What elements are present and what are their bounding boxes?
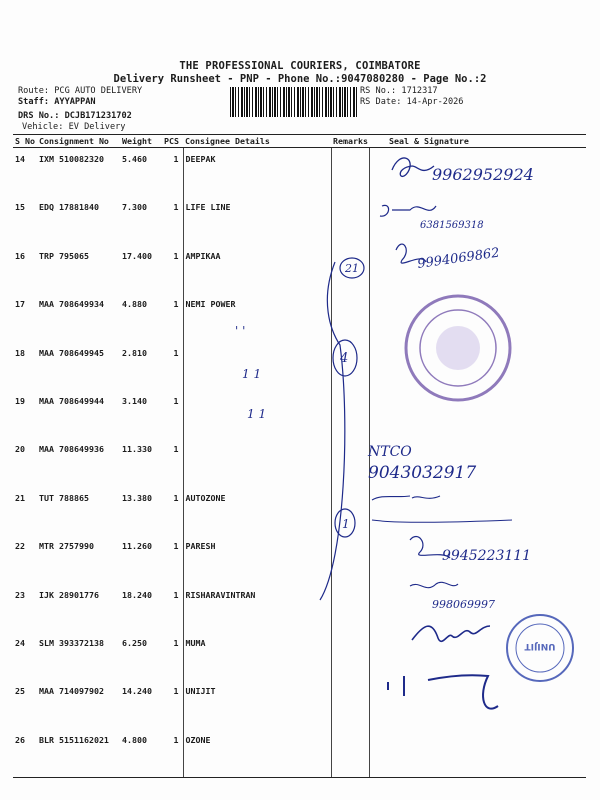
pcs-cell: 1 [173, 686, 179, 697]
remarks-cell [331, 196, 369, 244]
pcs-cell: 1 [173, 299, 179, 310]
consignment-cell: MAA 708649945 [39, 347, 104, 358]
consignment-cell: MAA 708649934 [39, 299, 104, 310]
signature-cell [369, 148, 586, 197]
sno-cell: 20 [15, 444, 25, 455]
weight-cell: 4.800 [120, 729, 162, 778]
remarks-cell [331, 148, 369, 197]
consignee-cell [183, 390, 331, 438]
weight-cell: 17.400 [122, 250, 152, 261]
sno-cell: 17 [15, 299, 25, 310]
remark-4: 4 [340, 351, 349, 366]
pcs-cell: 1 [173, 589, 179, 600]
ditto-mark: 1 1 [242, 367, 262, 381]
weight-cell: 11.260 [122, 541, 152, 552]
pcs-cell: 1 [173, 444, 179, 455]
weight-cell: 4.880 [122, 299, 147, 310]
consignee-cell: NEMI POWER [183, 293, 331, 341]
weight-cell: 11.330 [122, 444, 152, 455]
weight-cell: 6.250 [122, 637, 147, 648]
signature-phone-24: 998069997 [432, 598, 495, 611]
remarks-cell [331, 680, 369, 728]
remarks-cell [331, 438, 369, 486]
remarks-cell [331, 535, 369, 583]
weight-cell: 5.460 [122, 154, 147, 164]
rs-date: RS Date: 14-Apr-2026 [360, 97, 464, 107]
ditto-mark: 1 1 [247, 407, 267, 421]
consignment-cell: EDQ 17881840 [39, 202, 99, 213]
col-signature: Seal & Signature [369, 135, 586, 148]
remark-21: 21 [345, 262, 359, 275]
consignee-cell: MUMA [183, 632, 331, 680]
table-row [13, 632, 586, 680]
signature-phone-23: 9945223111 [442, 548, 532, 564]
table-row [13, 535, 586, 583]
table-row [13, 245, 586, 293]
consignee-cell: AUTOZONE [183, 487, 331, 535]
consignment-cell: TUT 788865 [39, 492, 89, 503]
weight-cell: 7.300 [122, 202, 147, 213]
signature-cell [369, 632, 586, 680]
table-row [13, 729, 586, 778]
consignee-cell: PARESH [183, 535, 331, 583]
runsheet-table [13, 134, 586, 778]
signature-cell [369, 390, 586, 438]
signature-cell [369, 680, 586, 728]
pcs-cell: 1 [173, 202, 179, 213]
remarks-cell [331, 390, 369, 438]
pcs-cell: 1 [173, 154, 179, 164]
ditto-mark: ' ' [235, 324, 246, 338]
consignee-cell: AMPIKAA [183, 245, 331, 293]
sno-cell: 24 [15, 637, 25, 648]
drs-number: DRS No.: DCJB171231702 [18, 111, 132, 121]
weight-cell: 2.810 [122, 347, 147, 358]
col-sno: S No [13, 135, 37, 148]
col-remarks: Remarks [333, 136, 368, 146]
remarks-cell [331, 342, 369, 390]
consignee-cell: LIFE LINE [183, 196, 331, 244]
remarks-cell [331, 487, 369, 535]
signature-phone-21: 9043032917 [368, 463, 477, 483]
weight-cell: 13.380 [122, 492, 152, 503]
signature-phone-14: 9962952924 [432, 165, 534, 184]
pcs-cell: 1 [173, 492, 179, 503]
company-title: THE PROFESSIONAL COURIERS, COIMBATORE [179, 60, 421, 72]
weight-cell: 18.240 [122, 589, 152, 600]
sno-cell: 23 [15, 589, 25, 600]
consignee-cell: DEEPAK [183, 148, 331, 197]
signature-cell [369, 729, 586, 778]
col-consignee: Consignee Details [183, 135, 331, 148]
pcs-cell: 1 [173, 347, 179, 358]
signature-name-21: NTCO [368, 444, 412, 460]
consignment-cell: BLR 5151162021 [37, 729, 120, 778]
weight-cell: 14.240 [122, 686, 152, 697]
signature-cell [369, 196, 586, 244]
sno-cell: 26 [13, 729, 37, 778]
pcs-cell: 1 [162, 729, 183, 778]
pcs-cell: 1 [173, 541, 179, 552]
sno-cell: 14 [15, 154, 25, 164]
table-row [13, 584, 586, 632]
staff-label: Staff: AYYAPPAN [18, 97, 96, 107]
col-weight: Weight [120, 135, 162, 148]
table-row [13, 293, 586, 341]
signature-phone-16: 9994069862 [416, 245, 501, 272]
consignment-cell: MAA 708649944 [39, 395, 104, 406]
remarks-cell [331, 245, 369, 293]
sno-cell: 16 [15, 250, 25, 261]
table-row [13, 148, 586, 197]
sno-cell: 19 [15, 395, 25, 406]
signature-cell [369, 245, 586, 293]
consignee-cell: OZONE [183, 729, 331, 778]
weight-cell: 3.140 [122, 395, 147, 406]
table-row [13, 390, 586, 438]
vehicle-label: Vehicle: EV Delivery [22, 122, 126, 132]
signature-cell [369, 293, 586, 341]
consignment-cell: TRP 795065 [39, 250, 89, 261]
pcs-cell: 1 [173, 395, 179, 406]
table-row [13, 487, 586, 535]
sno-cell: 15 [15, 202, 25, 213]
consignee-cell: RISHARAVINTRAN [183, 584, 331, 632]
signature-cell [369, 438, 586, 486]
route-label: Route: PCG AUTO DELIVERY [18, 86, 143, 96]
consignee-cell [183, 438, 331, 486]
consignment-cell: IJK 28901776 [39, 589, 99, 600]
signature-cell [369, 487, 586, 535]
runsheet-subtitle: Delivery Runsheet - PNP - Phone No.:9047080280 - Page No.:2 [113, 73, 487, 85]
signature-cell [369, 342, 586, 390]
consignment-cell: MTR 2757990 [39, 541, 94, 552]
consignee-cell [183, 342, 331, 390]
col-pcs: PCS [162, 135, 183, 148]
remarks-cell [331, 729, 369, 778]
sno-cell: 22 [15, 541, 25, 552]
rs-number: RS No.: 1712317 [360, 86, 438, 96]
consignment-cell: MAA 708649936 [39, 444, 104, 455]
pcs-cell: 1 [173, 250, 179, 261]
col-consignment: Consignment No [37, 135, 120, 148]
remark-1: 1 [342, 517, 350, 531]
remarks-cell [331, 293, 369, 341]
pcs-cell: 1 [173, 637, 179, 648]
table-row [13, 680, 586, 728]
barcode [230, 87, 358, 117]
consignee-cell: UNIJIT [183, 680, 331, 728]
signature-cell [369, 535, 586, 583]
remarks-cell [331, 632, 369, 680]
signature-phone-15: 6381569318 [420, 220, 484, 231]
sno-cell: 21 [15, 492, 25, 503]
sno-cell: 18 [15, 347, 25, 358]
consignment-cell: SLM 393372138 [39, 637, 104, 648]
signature-cell [369, 584, 586, 632]
table-row [13, 438, 586, 486]
stamp-text: UNIJIT [524, 641, 556, 651]
table-row [13, 196, 586, 244]
table-header-row [13, 135, 586, 148]
consignment-cell: IXM 510082320 [39, 154, 104, 164]
remarks-cell [331, 584, 369, 632]
table-row [13, 342, 586, 390]
consignment-cell: MAA 714097902 [39, 686, 104, 697]
sno-cell: 25 [15, 686, 25, 697]
